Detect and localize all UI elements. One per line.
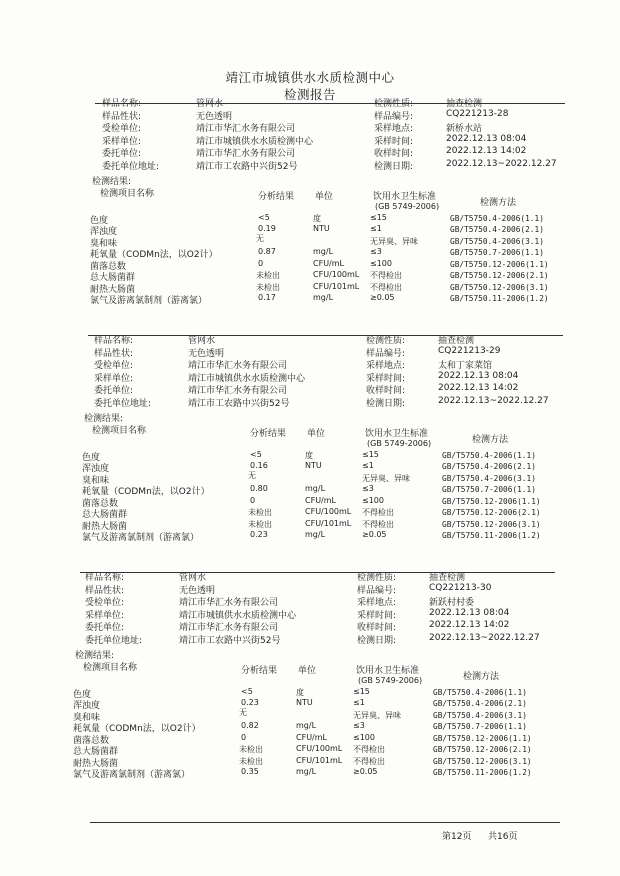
item-unit: NTU — [305, 461, 322, 471]
value-sampling-time: 2022.12.13 08:04 — [438, 370, 519, 381]
item-name: 氯气及游离氯制剂（游离氯） — [82, 533, 200, 544]
label-sample-nature: 样品性状: — [85, 585, 125, 596]
column-header-result: 分析结果 — [258, 191, 295, 202]
item-method: GB/T5750.4-2006(1.1) — [450, 213, 544, 223]
item-method: GB/T5750.7-2006(1.1) — [450, 248, 544, 258]
item-name: 耐热大肠菌 — [73, 758, 119, 769]
item-standard: ≤100 — [353, 732, 375, 742]
column-header-method: 检测方法 — [463, 671, 500, 682]
item-unit: 度 — [296, 687, 304, 697]
item-standard: 不得检出 — [370, 271, 402, 281]
value-receive-time: 2022.12.13 14:02 — [438, 383, 519, 394]
column-header-result: 分析结果 — [250, 428, 287, 439]
item-standard: ≥0.05 — [353, 767, 378, 777]
value-client: 靖江市华汇水务有限公司 — [188, 386, 288, 397]
item-name: 菌落总数 — [82, 498, 119, 509]
item-result: 0 — [241, 732, 247, 742]
page-total: 共16页 — [488, 832, 518, 842]
item-name: 氯气及游离氯制剂（游离氯） — [90, 296, 208, 307]
value-inspected-unit: 靖江市华汇水务有限公司 — [179, 598, 279, 609]
item-name: 臭和味 — [90, 238, 118, 249]
item-unit: CFU/101mL — [305, 518, 352, 528]
footer-rule — [90, 822, 560, 823]
item-result: <5 — [258, 212, 270, 222]
item-unit: CFU/101mL — [296, 755, 343, 765]
item-unit: 度 — [313, 213, 321, 223]
value-sampling-unit: 靖江市城镇供水水质检测中心 — [188, 373, 306, 384]
item-name: 耐热大肠菌 — [90, 284, 136, 295]
item-standard: ≤3 — [353, 721, 365, 731]
label-results: 检测结果: — [84, 413, 124, 424]
item-result: 未检出 — [248, 508, 272, 518]
label-client: 委托单位: — [94, 386, 134, 397]
item-result: 未检出 — [239, 745, 263, 755]
column-header-unit: 单位 — [315, 191, 334, 202]
column-header-standard-ref: (GB 5749-2006) — [367, 438, 432, 448]
column-header-method: 检测方法 — [472, 434, 509, 445]
label-inspected-unit: 受检单位: — [94, 361, 134, 372]
item-name: 总大肠菌群 — [82, 510, 128, 521]
label-test-date: 检测日期: — [357, 636, 397, 646]
column-header-unit: 单位 — [307, 428, 326, 439]
label-client-address: 委托单位地址: — [94, 399, 152, 409]
item-method: GB/T5750.4-2006(1.1) — [442, 450, 536, 460]
value-inspected-unit: 靖江市华汇水务有限公司 — [196, 124, 296, 135]
label-sampling-unit: 采样单位: — [85, 610, 125, 621]
item-unit: mg/L — [296, 721, 317, 731]
item-name: 耗氧量（CODMn法，以O2计） — [82, 487, 210, 498]
label-test-nature: 检测性质: — [374, 99, 414, 109]
item-name: 菌落总数 — [90, 261, 127, 272]
item-method: GB/T5750.12-2006(1.1) — [442, 496, 541, 506]
column-header-item: 检测项目名称 — [83, 662, 138, 673]
item-unit: mg/L — [305, 484, 326, 494]
report-title: 检测报告 — [283, 87, 336, 102]
label-sampling-unit: 采样单位: — [102, 136, 142, 147]
column-header-item: 检测项目名称 — [100, 188, 155, 199]
item-name: 总大肠菌群 — [73, 747, 119, 758]
label-inspected-unit: 受检单位: — [102, 124, 142, 135]
column-header-method: 检测方法 — [480, 197, 517, 208]
value-sample-nature: 无色透明 — [196, 111, 233, 122]
item-name: 臭和味 — [73, 712, 101, 723]
value-receive-time: 2022.12.13 14:02 — [446, 146, 527, 157]
item-result: 无 — [248, 470, 256, 480]
item-standard: 不得检出 — [370, 282, 402, 292]
item-standard: 不得检出 — [362, 519, 394, 529]
item-method: GB/T5750.4-2006(1.1) — [433, 687, 527, 697]
item-method: GB/T5750.4-2006(2.1) — [442, 462, 536, 472]
value-test-nature: 抽查检测 — [438, 336, 475, 346]
item-standard: 不得检出 — [353, 745, 385, 755]
item-standard: ≤3 — [370, 247, 382, 257]
item-method: GB/T5750.4-2006(3.1) — [450, 236, 544, 246]
item-method: GB/T5750.11-2006(1.2) — [450, 294, 549, 304]
value-sampling-time: 2022.12.13 08:04 — [446, 133, 527, 144]
value-sample-name: 管网水 — [179, 573, 207, 583]
item-unit: mg/L — [305, 530, 326, 540]
item-result: 0.19 — [258, 224, 276, 234]
column-header-standard-ref: (GB 5749-2006) — [375, 201, 440, 211]
label-sampling-unit: 采样单位: — [94, 373, 134, 384]
item-method: GB/T5750.12-2006(2.1) — [433, 745, 532, 755]
label-sample-no: 样品编号: — [374, 111, 414, 122]
item-standard: 不得检出 — [362, 508, 394, 518]
item-standard: ≤15 — [370, 212, 387, 222]
item-name: 浑浊度 — [90, 227, 118, 238]
column-header-standard: 饮用水卫生标准 — [373, 191, 437, 202]
label-sampling-site: 采样地点: — [374, 124, 414, 135]
item-method: GB/T5750.4-2006(3.1) — [433, 710, 527, 720]
item-method: GB/T5750.12-2006(2.1) — [450, 271, 549, 281]
value-sample-no: CQ221213-28 — [446, 108, 509, 119]
item-standard: 无异臭、异味 — [353, 710, 401, 720]
value-client: 靖江市华汇水务有限公司 — [196, 149, 296, 160]
label-test-date: 检测日期: — [366, 399, 406, 409]
item-name: 色度 — [90, 215, 109, 226]
item-standard: ≤3 — [362, 484, 374, 494]
value-test-nature: 抽查检测 — [446, 99, 483, 109]
item-method: GB/T5750.7-2006(1.1) — [442, 485, 536, 495]
item-method: GB/T5750.12-2006(3.1) — [450, 282, 549, 292]
item-result: 无 — [239, 707, 247, 717]
item-name: 色度 — [73, 689, 92, 700]
label-receive-time: 收样时间: — [366, 386, 406, 397]
column-header-item: 检测项目名称 — [92, 425, 147, 436]
item-standard: ≥0.05 — [362, 530, 387, 540]
item-result: 0.17 — [258, 293, 276, 303]
item-result: 0.16 — [250, 461, 268, 471]
item-unit: mg/L — [313, 293, 334, 303]
item-unit: CFU/mL — [305, 495, 336, 505]
label-test-date: 检测日期: — [374, 162, 414, 172]
item-unit: 度 — [305, 450, 313, 460]
value-sample-name: 管网水 — [196, 99, 224, 109]
value-receive-time: 2022.12.13 14:02 — [429, 620, 510, 631]
label-client: 委托单位: — [85, 623, 125, 634]
value-client-address: 靖江市工农路中兴街52号 — [196, 162, 298, 172]
value-sampling-site: 新跃村村委 — [429, 598, 475, 609]
report-org-title: 靖江市城镇供水水质检测中心 — [225, 70, 395, 85]
label-sampling-time: 采样时间: — [357, 610, 397, 621]
item-standard: ≤15 — [362, 449, 379, 459]
item-name: 耗氧量（CODMn法，以O2计） — [90, 250, 218, 261]
item-unit: CFU/100mL — [296, 744, 343, 754]
item-method: GB/T5750.12-2006(2.1) — [442, 508, 541, 518]
item-method: GB/T5750.12-2006(3.1) — [442, 519, 541, 529]
item-method: GB/T5750.7-2006(1.1) — [433, 722, 527, 732]
section-divider — [88, 335, 563, 336]
value-client-address: 靖江市工农路中兴街52号 — [188, 399, 290, 409]
value-sample-name: 管网水 — [188, 336, 216, 346]
item-standard: ≤1 — [370, 224, 382, 234]
label-sample-nature: 样品性状: — [102, 111, 142, 122]
item-standard: ≥0.05 — [370, 293, 395, 303]
item-unit: CFU/mL — [313, 258, 344, 268]
column-header-standard: 饮用水卫生标准 — [365, 428, 429, 439]
item-unit: CFU/100mL — [305, 507, 352, 517]
item-standard: ≤15 — [353, 686, 370, 696]
label-sampling-site: 采样地点: — [366, 361, 406, 372]
label-sample-name: 样品名称: — [85, 573, 125, 583]
value-inspected-unit: 靖江市华汇水务有限公司 — [188, 361, 288, 372]
label-test-nature: 检测性质: — [357, 573, 397, 583]
column-header-unit: 单位 — [298, 665, 317, 676]
value-sample-nature: 无色透明 — [179, 585, 216, 596]
item-unit: CFU/mL — [296, 732, 327, 742]
value-sampling-site: 太和丁家菜馆 — [438, 361, 493, 372]
item-name: 氯气及游离氯制剂（游离氯） — [73, 770, 191, 781]
value-sampling-unit: 靖江市城镇供水水质检测中心 — [196, 136, 314, 147]
item-result: 0.80 — [250, 484, 268, 494]
label-receive-time: 收样时间: — [374, 149, 414, 160]
item-result: 0 — [250, 495, 256, 505]
item-method: GB/T5750.4-2006(3.1) — [442, 473, 536, 483]
item-method: GB/T5750.12-2006(3.1) — [433, 756, 532, 766]
label-sample-name: 样品名称: — [102, 99, 142, 109]
item-result: 未检出 — [239, 756, 263, 766]
column-header-standard-ref: (GB 5749-2006) — [358, 675, 423, 685]
item-standard: 无异臭、异味 — [362, 473, 410, 483]
label-results: 检测结果: — [75, 650, 115, 661]
item-result: 0.23 — [250, 530, 268, 540]
label-sample-no: 样品编号: — [366, 348, 406, 359]
title-underline — [95, 103, 565, 104]
item-name: 色度 — [82, 452, 101, 463]
value-test-date: 2022.12.13~2022.12.27 — [438, 396, 549, 406]
item-standard: ≤100 — [362, 495, 384, 505]
item-result: 0.87 — [258, 247, 276, 257]
item-unit: mg/L — [296, 767, 317, 777]
item-name: 菌落总数 — [73, 735, 110, 746]
item-name: 浑浊度 — [73, 701, 101, 712]
item-method: GB/T5750.4-2006(2.1) — [433, 699, 527, 709]
item-method: GB/T5750.4-2006(2.1) — [450, 225, 544, 235]
item-standard: ≤100 — [370, 258, 392, 268]
label-client-address: 委托单位地址: — [85, 636, 143, 646]
column-header-standard: 饮用水卫生标准 — [356, 665, 420, 676]
item-result: 未检出 — [256, 271, 280, 281]
item-method: GB/T5750.12-2006(1.1) — [450, 259, 549, 269]
section-divider — [80, 572, 555, 573]
item-unit: CFU/100mL — [313, 270, 360, 280]
label-sample-name: 样品名称: — [94, 336, 134, 346]
label-receive-time: 收样时间: — [357, 623, 397, 634]
item-unit: CFU/101mL — [313, 281, 360, 291]
label-test-nature: 检测性质: — [366, 336, 406, 346]
column-header-result: 分析结果 — [241, 665, 278, 676]
item-name: 臭和味 — [82, 475, 110, 486]
value-sample-no: CQ221213-30 — [429, 582, 492, 593]
value-test-date: 2022.12.13~2022.12.27 — [446, 159, 557, 169]
label-sampling-time: 采样时间: — [366, 373, 406, 384]
label-client: 委托单位: — [102, 149, 142, 160]
item-name: 耗氧量（CODMn法，以O2计） — [73, 724, 201, 735]
item-unit: NTU — [296, 698, 313, 708]
item-result: 未检出 — [248, 519, 272, 529]
item-result: 无 — [256, 233, 264, 243]
item-result: <5 — [241, 686, 253, 696]
value-sampling-unit: 靖江市城镇供水水质检测中心 — [179, 610, 297, 621]
item-name: 浑浊度 — [82, 464, 110, 475]
value-sampling-time: 2022.12.13 08:04 — [429, 607, 510, 618]
value-sampling-site: 新桥水站 — [446, 124, 483, 135]
item-result: 未检出 — [256, 282, 280, 292]
item-method: GB/T5750.11-2006(1.2) — [433, 768, 532, 778]
value-test-nature: 抽查检测 — [429, 573, 466, 583]
item-method: GB/T5750.12-2006(1.1) — [433, 733, 532, 743]
label-results: 检测结果: — [92, 176, 132, 187]
label-sampling-time: 采样时间: — [374, 136, 414, 147]
value-sample-no: CQ221213-29 — [438, 345, 501, 356]
item-name: 耐热大肠菌 — [82, 521, 128, 532]
item-result: 0 — [258, 258, 264, 268]
item-result: <5 — [250, 449, 262, 459]
page-number: 第12页 — [442, 832, 472, 842]
item-result: 0.35 — [241, 767, 259, 777]
item-unit: NTU — [313, 224, 330, 234]
item-name: 总大肠菌群 — [90, 273, 136, 284]
value-client: 靖江市华汇水务有限公司 — [179, 623, 279, 634]
label-sample-no: 样品编号: — [357, 585, 397, 596]
item-unit: mg/L — [313, 247, 334, 257]
label-sample-nature: 样品性状: — [94, 348, 134, 359]
item-method: GB/T5750.11-2006(1.2) — [442, 531, 541, 541]
value-test-date: 2022.12.13~2022.12.27 — [429, 633, 540, 643]
value-client-address: 靖江市工农路中兴街52号 — [179, 636, 281, 646]
item-result: 0.23 — [241, 698, 259, 708]
label-sampling-site: 采样地点: — [357, 598, 397, 609]
item-standard: 无异臭、异味 — [370, 236, 418, 246]
item-standard: ≤1 — [362, 461, 374, 471]
label-client-address: 委托单位地址: — [102, 162, 160, 172]
label-inspected-unit: 受检单位: — [85, 598, 125, 609]
item-standard: ≤1 — [353, 698, 365, 708]
item-result: 0.82 — [241, 721, 259, 731]
value-sample-nature: 无色透明 — [188, 348, 225, 359]
item-standard: 不得检出 — [353, 756, 385, 766]
